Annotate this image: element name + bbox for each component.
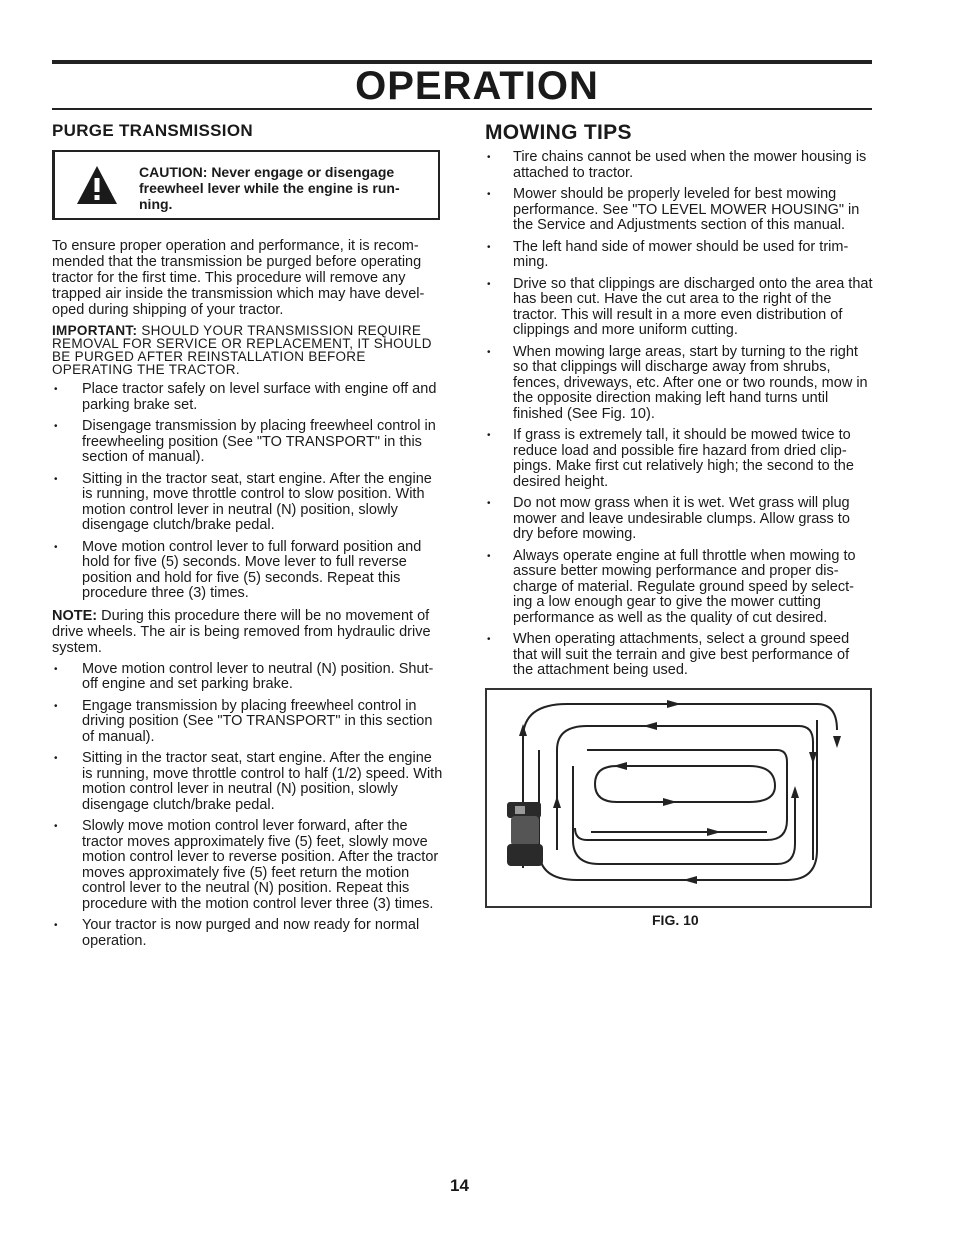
mowing-tips-list xyxy=(485,150,873,679)
list-item: • Engage transmission by placing freewheel control in driving position (See "TO TRANSPORT" in this section of manual). xyxy=(54,697,433,745)
list-item: • When operating attachments, select a ground speed that will suit the terrain and give best performance of the attachment being used. xyxy=(487,631,850,678)
direction-arrow-icon xyxy=(667,700,681,708)
list-item: • The left hand side of mower should be used for trim- ming. xyxy=(487,238,849,270)
direction-arrow-icon xyxy=(683,876,697,884)
list-item: • When mowing large areas, start by turning to the right so that clippings will discharge away from shrubs, fences, driveways, etc. After one or two rounds, mow in the opposite direction making left hand turns until finished (See Fig. 10). xyxy=(487,343,868,422)
bullet-dot-icon: • xyxy=(54,920,58,931)
list-item: • Move motion control lever to neutral (N) position. Shut- off engine and set parking brake. xyxy=(54,660,434,692)
direction-arrow-icon xyxy=(809,752,817,764)
list-item: • Mower should be properly leveled for best mowing performance. See "TO LEVEL MOWER HOUSING" in the Service and Adjustments section of this manual. xyxy=(487,186,860,233)
tractor-icon xyxy=(507,802,543,866)
list-item: • Drive so that clippings are discharged onto the area that has been cut. Have the cut area to the right of the tractor. This will result in a more even distribution of clippings and more uniform cutting. xyxy=(487,275,873,338)
bullet-dot-icon: • xyxy=(54,421,58,432)
direction-arrow-icon xyxy=(643,722,657,730)
direction-arrow-icon xyxy=(613,762,627,770)
list-item: • Slowly move motion control lever forward, after the tractor moves approximately five (5) feet, slowly move motion control lever to reverse position. After the tractor moves approximately five (5) feet return the motion control lever to the neutral (N) position. Repeat this procedure with the motion control lever three (3) times. xyxy=(54,818,439,912)
list-item: • Tire chains cannot be used when the mower housing is attached to tractor. xyxy=(487,149,867,181)
important-notice xyxy=(52,324,444,376)
bullet-dot-icon: • xyxy=(487,634,491,645)
bullet-dot-icon: • xyxy=(487,152,491,163)
bullet-dot-icon: • xyxy=(54,663,58,675)
bullet-dot-icon: • xyxy=(54,821,58,832)
direction-arrow-icon xyxy=(791,786,799,798)
list-item: • Move motion control lever to full forward position and hold for five (5) seconds. Move lever to full reverse position and hold for five (5) seconds. Repeat this procedure three (3) times. xyxy=(54,538,422,601)
purge-heading: PURGE TRANSMISSION xyxy=(52,121,253,140)
purge-intro: To ensure proper operation and performance, it is recom- mended that the transmission be purged before operating tractor for the first time. This procedure will remove any trapped air inside the transmission which may have devel- oped during shipping of your tractor. xyxy=(52,238,425,318)
list-item: • Disengage transmission by placing freewheel control in freewheeling position (See "TO TRANSPORT" in this section of manual). xyxy=(54,418,436,465)
list-item: • Always operate engine at full throttle when mowing to assure better mowing performance and proper dis- charge of material. Regulate ground speed by select- ing a low enough gear to give the mower cutting performance as well as the quality of cut desired. xyxy=(487,547,856,626)
note-label: NOTE: xyxy=(52,607,98,624)
bullet-dot-icon: • xyxy=(487,550,491,562)
figure-caption: FIG. 10 xyxy=(652,912,699,928)
list-item: • Do not mow grass when it is wet. Wet grass will plug mower and leave undesirable clumps. Allow grass to dry before mowing. xyxy=(487,495,850,542)
note-text: During this procedure there will be no movement of drive wheels. The air is being removed from hydraulic drive system. xyxy=(52,607,431,656)
page-title: OPERATION xyxy=(355,64,599,108)
bullet-dot-icon: • xyxy=(54,473,58,485)
mowing-heading: MOWING TIPS xyxy=(485,121,632,144)
purge-steps-list-a xyxy=(52,382,444,602)
direction-arrow-icon xyxy=(833,736,841,748)
mowing-pattern-figure xyxy=(485,688,872,908)
caution-text: CAUTION: Never engage or disengage freewheel lever while the engine is run- ning. xyxy=(139,164,400,212)
mowing-tips-section xyxy=(485,120,873,679)
bullet-dot-icon: • xyxy=(487,498,491,509)
direction-arrow-icon xyxy=(553,796,561,808)
list-item: • Place tractor safely on level surface with engine off and parking brake set. xyxy=(54,381,437,413)
bullet-dot-icon: • xyxy=(54,700,58,712)
bullet-dot-icon: • xyxy=(487,430,491,441)
important-text: SHOULD YOUR TRANSMISSION REQUIRE REMOVAL FOR SERVICE OR REPLACEMENT, IT SHOULD BE PURGED AFTER REINSTALLATION BEFORE OPERATING THE TRACTOR. xyxy=(52,323,432,377)
list-item: • Your tractor is now purged and now ready for normal operation. xyxy=(54,917,420,949)
list-item: • Sitting in the tractor seat, start engine. After the engine is running, move throttle control to half (1/2) speed. With motion control lever in neutral (N) position, slowly disengage clutch/brake pedal. xyxy=(54,750,443,813)
note-paragraph xyxy=(52,608,444,656)
purge-steps-list-b xyxy=(52,662,444,950)
list-item: • Sitting in the tractor seat, start engine. After the engine is running, move throttle control to slow position. With motion control lever in neutral (N) position, slowly disengage clutch/brake pedal. xyxy=(54,470,432,533)
warning-triangle-icon xyxy=(75,164,119,208)
list-item: • If grass is extremely tall, it should be mowed twice to reduce load and possible fire hazard from dried clip- pings. Make first cut relatively high; the second to the desired height. xyxy=(487,427,854,490)
bullet-dot-icon: • xyxy=(487,346,491,358)
purge-transmission-section xyxy=(52,120,444,949)
caution-box xyxy=(52,150,440,220)
bullet-dot-icon: • xyxy=(487,278,491,290)
header-rule-bottom xyxy=(52,108,872,110)
direction-arrow-icon xyxy=(707,828,721,836)
inner-mowing-path xyxy=(575,750,787,840)
page-number: 14 xyxy=(450,1176,469,1195)
bullet-dot-icon: • xyxy=(487,241,491,253)
direction-arrow-icon xyxy=(663,798,677,806)
bullet-dot-icon: • xyxy=(54,384,58,395)
bullet-dot-icon: • xyxy=(487,189,491,200)
bullet-dot-icon: • xyxy=(54,541,58,553)
bullet-dot-icon: • xyxy=(54,753,58,764)
important-label: IMPORTANT: xyxy=(52,323,138,338)
mowing-pattern-diagram xyxy=(487,690,870,906)
